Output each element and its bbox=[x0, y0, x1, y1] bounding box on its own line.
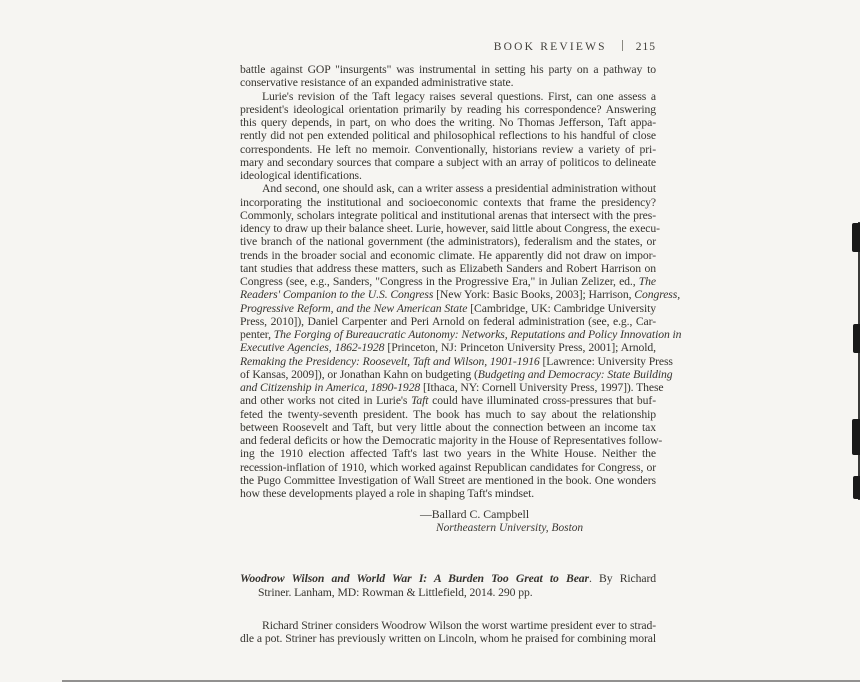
paragraph bbox=[240, 90, 656, 183]
text-line: Commonly, scholars integrate political and institutional arenas that intersect with the pres- bbox=[240, 208, 656, 222]
page-body bbox=[240, 63, 682, 645]
text-line: and other works not cited in Lurie's Taft could have illuminated cross-pressures that buf- bbox=[240, 394, 656, 408]
scan-edge-mark bbox=[852, 223, 860, 252]
text-line: Richard Striner considers Woodrow Wilson the worst wartime president ever to strad- bbox=[262, 618, 656, 632]
text-line: between Roosevelt and Taft, but very little about the connection between an income tax bbox=[240, 420, 656, 434]
running-head bbox=[240, 40, 656, 53]
review-wilson-heading bbox=[240, 572, 656, 599]
text-line: Lurie's revision of the Taft legacy raises several questions. First, can one assess a bbox=[262, 89, 656, 103]
scan-edge-mark bbox=[852, 419, 860, 455]
text-line: tant studies that address these matters, such as Elizabeth Sanders and Robert Harrison on bbox=[240, 261, 656, 275]
scan-edge-mark bbox=[853, 476, 860, 499]
page-number: 215 bbox=[635, 41, 656, 53]
text-line: mary and secondary sources that compare a subject with an array of politicos to delineate bbox=[240, 155, 656, 169]
text-line: Press, 2010]), Daniel Carpenter and Peri Arnold on federal administration (see, e.g., Car- bbox=[240, 314, 656, 328]
text-line: And second, one should ask, can a writer assess a presidential administration without bbox=[262, 182, 656, 196]
text-line: president's ideological orientation primarily by reading his correspondence? Answering bbox=[240, 102, 656, 116]
text-line: trends in the broader social and economic climate. He apparently did not draw on impor- bbox=[240, 248, 656, 262]
review-taft-text bbox=[240, 63, 682, 500]
text-line: correspondents. He left no memoir. Conventionally, historians review a variety of pri- bbox=[240, 142, 656, 156]
paragraph bbox=[240, 182, 682, 500]
scan-edge-mark bbox=[853, 324, 860, 353]
text-line: Striner. Lanham, MD: Rowman & Littlefield, 2014. 290 pp. bbox=[258, 585, 533, 599]
paragraph bbox=[240, 572, 656, 599]
review-wilson-text bbox=[240, 619, 656, 646]
text-line: ing the 1910 election affected Taft's last two years in the White House. Neither the bbox=[240, 447, 656, 461]
paragraph bbox=[240, 619, 656, 646]
reviewer-name: —Ballard C. Campbell bbox=[420, 507, 530, 522]
text-line: and Citizenship in America, 1890-1928 [Ithaca, NY: Cornell University Press, 1997]). These bbox=[240, 381, 664, 394]
text-line: and federal deficits or how the Democratic majority in the House of Representatives follow- bbox=[240, 434, 663, 447]
text-line: Remaking the Presidency: Roosevelt, Taft and Wilson, 1901-1916 [Lawrence: University Press bbox=[240, 354, 673, 368]
review-signature bbox=[420, 507, 656, 535]
running-head-title: BOOK REVIEWS bbox=[493, 41, 607, 53]
text-line: recession-inflation of 1910, which worked against Republican candidates for Congress, or bbox=[240, 460, 656, 474]
text-line: how these developments played a role in shaping Taft's mindset. bbox=[240, 487, 535, 500]
text-line: Readers' Companion to the U.S. Congress [New York: Basic Books, 2003]; Harrison, Congress, bbox=[240, 288, 681, 302]
text-line: penter, The Forging of Bureaucratic Autonomy: Networks, Reputations and Policy Innovation in bbox=[240, 328, 682, 341]
text-line: conservative resistance of an expanded administrative state. bbox=[240, 76, 514, 90]
text-line: of Kansas, 2009]), or Jonathan Kahn on budgeting (Budgeting and Democracy: State Building bbox=[240, 367, 673, 381]
text-line: tive branch of the national government (the administrators), federalism and the states, or bbox=[240, 235, 656, 249]
text-line: Congress (see, e.g., Sanders, "Congress in the Progressive Era," in Julian Zelizer, ed., The bbox=[240, 275, 656, 288]
text-line: Woodrow Wilson and World War I: A Burden Too Great to Bear. By Richard bbox=[240, 572, 656, 586]
text-line: feted the twenty-seventh president. The book has much to say about the relationship bbox=[240, 407, 656, 421]
text-line: the Pugo Committee Investigation of Wall Street are mentioned in the book. One wonders bbox=[240, 473, 656, 487]
text-line: rently did not pen extended political and philosophical reflections to his handful of close bbox=[240, 129, 656, 143]
paragraph bbox=[240, 63, 656, 90]
text-line: dle a pot. Striner has previously written on Lincoln, whom he praised for combining moral bbox=[240, 632, 656, 645]
text-line: battle against GOP "insurgents" was instrumental in setting his party on a pathway to bbox=[240, 63, 656, 76]
running-head-separator bbox=[622, 40, 623, 51]
text-line: idency to draw up their balance sheet. Lurie, however, said little about Congress, the execu- bbox=[240, 222, 660, 235]
text-line: this query depends, in part, on who does the writing. No Thomas Jefferson, Taft appa- bbox=[240, 116, 656, 129]
text-line: Executive Agencies, 1862-1928 [Princeton, NJ: Princeton University Press, 2001]; Arnold, bbox=[240, 341, 656, 355]
text-line: ideological identifications. bbox=[240, 169, 362, 182]
text-line: Progressive Reform, and the New American State [Cambridge, UK: Cambridge University bbox=[240, 301, 656, 315]
text-line: incorporating the institutional and socioeconomic contexts that frame the presidency? bbox=[240, 195, 656, 209]
reviewer-affiliation: Northeastern University, Boston bbox=[436, 522, 584, 535]
